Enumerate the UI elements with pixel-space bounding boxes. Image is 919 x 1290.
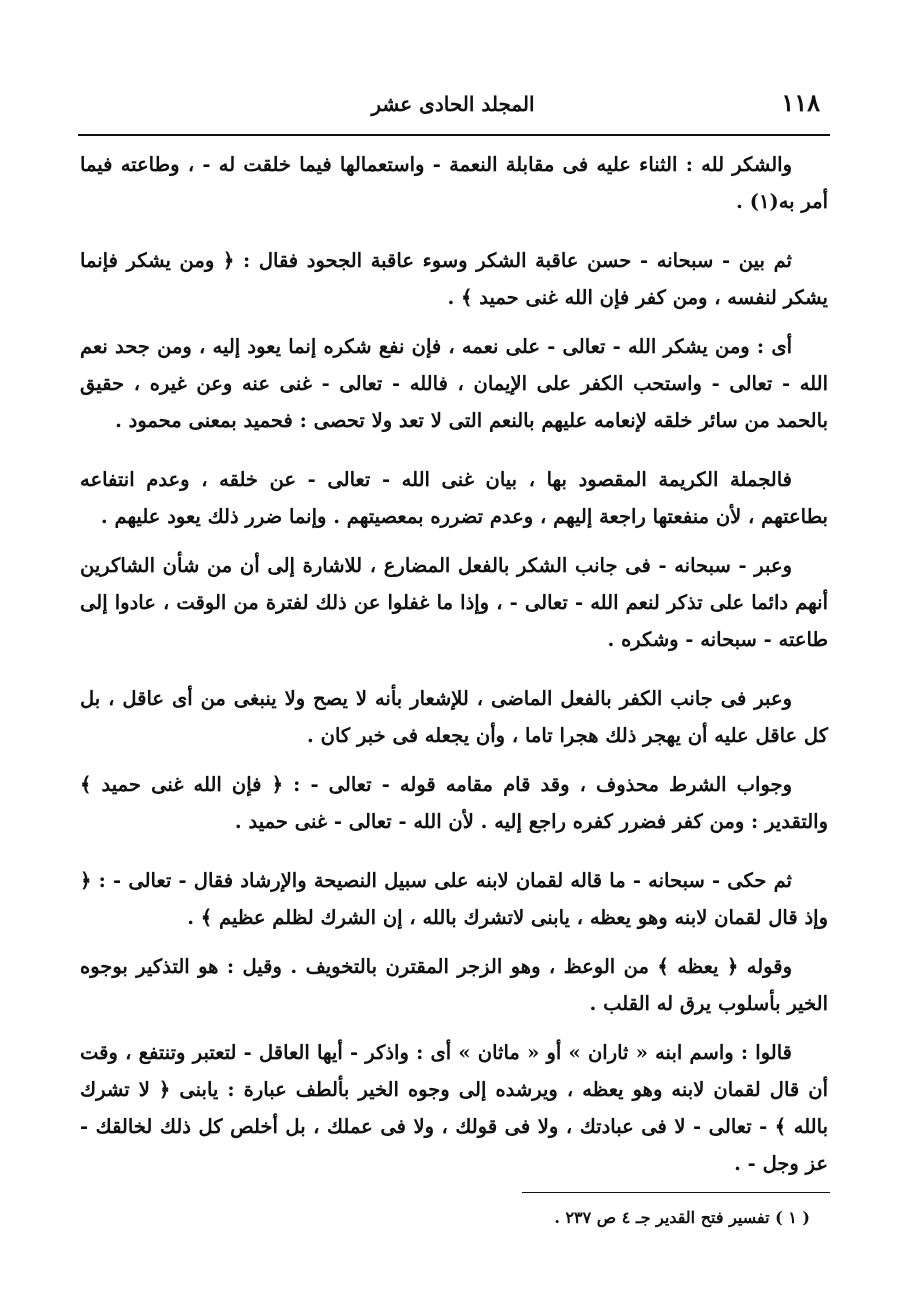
footnote: ( ١ ) تفسير فتح القدير جـ ٤ ص ٢٣٧ . xyxy=(554,1208,810,1227)
header-rule xyxy=(78,134,830,136)
paragraph: أى : ومن يشكر الله - تعالى - على نعمه ، فإن نفع شكره إنما يعود إليه ، ومن جحد نعم الله - تعالى - واستحب الكفر على الإيمان ، فالله - تعالى - غنى عنه وعن غيره ، حقيق بالحمد من سائر خلقه لإنعامه عليهم بالنعم التى لا تعد ولا تحصى : فحميد بمعنى محمود . xyxy=(80,335,828,432)
page-header xyxy=(78,88,828,122)
paragraph: وعبر - سبحانه - فى جانب الشكر بالفعل المضارع ، للاشارة إلى أن من شأن الشاكرين أنهم دائما على تذكر لنعم الله - تعالى - ، وإذا ما غفلوا عن ذلك لفترة من الوقت ، عادوا إلى طاعته - سبحانه - وشكره . xyxy=(80,554,828,651)
running-head: المجلد الحادى عشر xyxy=(371,92,535,116)
paragraph: وعبر فى جانب الكفر بالفعل الماضى ، للإشعار بأنه لا يصح ولا ينبغى من أى عاقل ، بل كل عاقل عليه أن يهجر ذلك هجرا تاما ، وأن يجعله فى خبر كان . xyxy=(80,687,828,747)
footnote-rule xyxy=(522,1192,830,1193)
body-text xyxy=(80,146,828,1194)
paragraph: وقوله ﴿ يعظه ﴾ من الوعظ ، وهو الزجر المقترن بالتخويف . وقيل : هو التذكير بوجوه الخير بأسلوب يرق له القلب . xyxy=(80,955,828,1015)
paragraph: وجواب الشرط محذوف ، وقد قام مقامه قوله - تعالى - : ﴿ فإن الله غنى حميد ﴾ والتقدير : ومن كفر فضرر كفره راجع إليه . لأن الله - تعالى - غنى حميد . xyxy=(80,773,828,833)
paragraph: والشكر لله : الثناء عليه فى مقابلة النعمة - واستعمالها فيما خلقت له - ، وطاعته فيما أمر به(١) . xyxy=(80,153,828,213)
paragraph: ثم حكى - سبحانه - ما قاله لقمان لابنه على سبيل النصيحة والإرشاد فقال - تعالى - : ﴿ وإذ قال لقمان لابنه وهو يعظه ، يابنى لاتشرك بالله ، إن الشرك لظلم عظيم ﴾ . xyxy=(80,869,828,929)
page-number: ١١٨ xyxy=(781,88,820,117)
paragraph: ثم بين - سبحانه - حسن عاقبة الشكر وسوء عاقبة الجحود فقال : ﴿ ومن يشكر فإنما يشكر لنفسه ، ومن كفر فإن الله غنى حميد ﴾ . xyxy=(80,249,828,309)
paragraph: فالجملة الكريمة المقصود بها ، بيان غنى الله - تعالى - عن خلقه ، وعدم انتفاعه بطاعتهم ، لأن منفعتها راجعة إليهم ، وعدم تضرره بمعصيتهم . وإنما ضرر ذلك يعود عليهم . xyxy=(80,468,828,528)
paragraph: قالوا : واسم ابنه « ثاران » أو « ماثان » أى : واذكر - أيها العاقل - لتعتبر وتنتفع ، وقت أن قال لقمان لابنه وهو يعظه ، ويرشده إلى وجوه الخير بألطف عبارة : يابنى ﴿ لا تشرك بالله ﴾ - تعالى - لا فى عبادتك ، ولا فى قولك ، ولا فى عملك ، بل أخلص كل ذلك لخالقك - عز وجل - . xyxy=(80,1041,828,1175)
